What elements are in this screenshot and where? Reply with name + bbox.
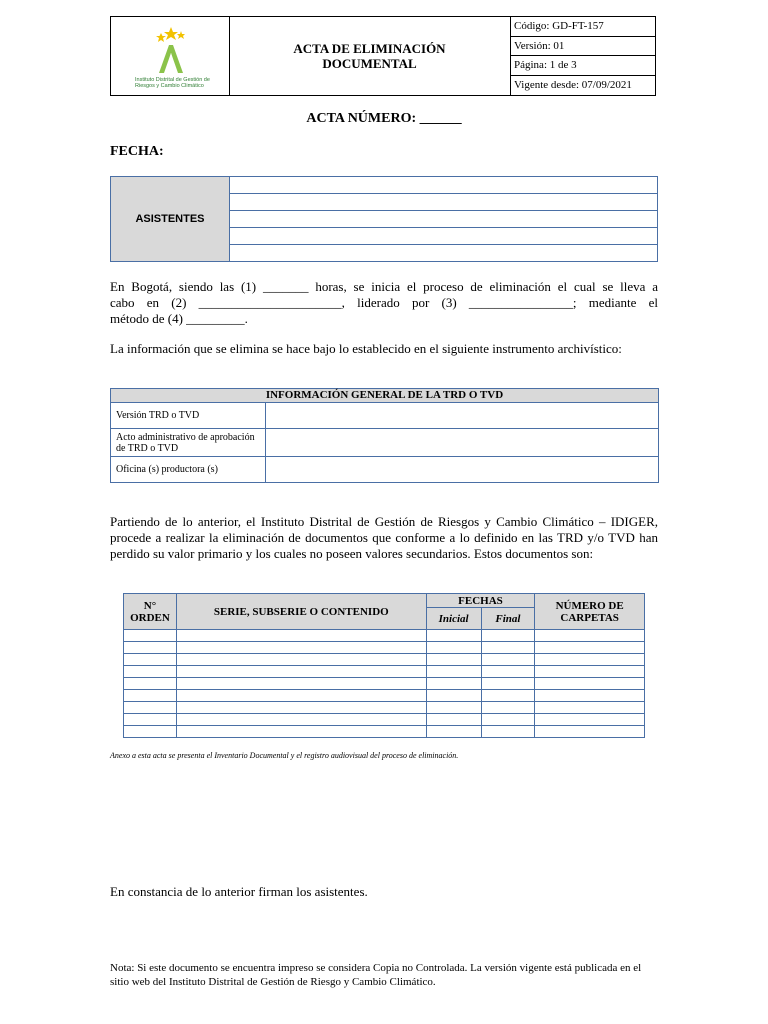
opening-line-1: En Bogotá, siendo las (1) _______ horas, se inicia el proceso de eliminación el cual se lleva a — [110, 279, 658, 294]
trd-row-version-value — [266, 403, 659, 429]
trd-info-table — [110, 388, 659, 483]
table-row — [124, 702, 645, 714]
asistente-row-line — [230, 244, 657, 245]
table-row — [124, 678, 645, 690]
trd-row-version-label: Versión TRD o TVD — [111, 403, 266, 429]
documents-table — [123, 593, 645, 738]
col-serie: SERIE, SUBSERIE O CONTENIDO — [176, 594, 426, 630]
table-row — [124, 726, 645, 738]
col-final: Final — [481, 608, 535, 630]
trd-row-oficina-value — [266, 457, 659, 483]
meta-vigente: Vigente desde: 07/09/2021 — [514, 78, 632, 91]
logo-caption: Instituto Distrital de Gestión de Riesgos y Cambio Climático — [135, 77, 210, 89]
meta-version: Versión: 01 — [510, 37, 656, 57]
opening-line-3: método de (4) _________. — [110, 311, 248, 326]
meta-pagina: Página: 1 de 3 — [510, 56, 656, 76]
anexo-note: Anexo a esta acta se presenta el Inventario Documental y el registro audiovisual del proceso de eliminación. — [110, 751, 459, 760]
fecha-label: FECHA: — [110, 144, 164, 159]
col-inicial: Inicial — [426, 608, 481, 630]
opening-line-2: cabo en (2) ______________________, liderado por (3) ________________; mediante el — [110, 295, 658, 310]
asistentes-label: ASISTENTES — [111, 177, 230, 261]
instrument-paragraph: La información que se elimina se hace bajo lo establecido en el siguiente instrumento archivístico: — [110, 341, 622, 356]
meta-codigo: Código: GD-FT-157 — [510, 17, 656, 37]
signatures-statement: En constancia de lo anterior firman los asistentes. — [110, 884, 368, 899]
document-meta — [510, 17, 656, 95]
asistente-row-line — [230, 210, 657, 211]
table-row — [124, 714, 645, 726]
col-fechas: FECHAS — [426, 594, 535, 608]
elimination-paragraph: Partiendo de lo anterior, el Instituto Distrital de Gestión de Riesgos y Cambio Climático – IDIGER, procede a realizar la eliminación de documentos que conforme a lo definido en las TRD y/o TVD han perdido su valor primario y los cuales no poseen valores secundarios. Estos documentos son: — [110, 514, 658, 561]
col-carpetas: NÚMERO DE CARPETAS — [535, 594, 645, 630]
asistentes-table — [110, 176, 658, 262]
document-title-line2: DOCUMENTAL — [322, 56, 417, 71]
opening-paragraph — [110, 279, 658, 327]
document-title — [229, 17, 511, 95]
table-row — [124, 666, 645, 678]
col-numero-orden: N° ORDEN — [124, 594, 177, 630]
trd-row-acto-value — [266, 429, 659, 457]
table-row — [124, 630, 645, 642]
asistente-row-line — [230, 227, 657, 228]
trd-table-title: INFORMACIÓN GENERAL DE LA TRD O TVD — [111, 389, 659, 403]
document-title-line1: ACTA DE ELIMINACIÓN — [293, 41, 446, 56]
logo-cell — [111, 17, 230, 95]
trd-row-oficina-label: Oficina (s) productora (s) — [111, 457, 266, 483]
table-row — [124, 654, 645, 666]
table-row — [124, 642, 645, 654]
acta-number-title: ACTA NÚMERO: ______ — [306, 111, 462, 126]
document-header — [110, 16, 656, 96]
footer-note: Nota: Si este documento se encuentra impreso se considera Copia no Controlada. La versión vigente está publicada en el sitio web del Instituto Distrital de Gestión de Riesgo y Cambio Climático. — [110, 962, 642, 988]
table-row — [124, 690, 645, 702]
trd-row-acto-label: Acto administrativo de aprobación de TRD o TVD — [111, 429, 266, 457]
asistente-row-line — [230, 193, 657, 194]
